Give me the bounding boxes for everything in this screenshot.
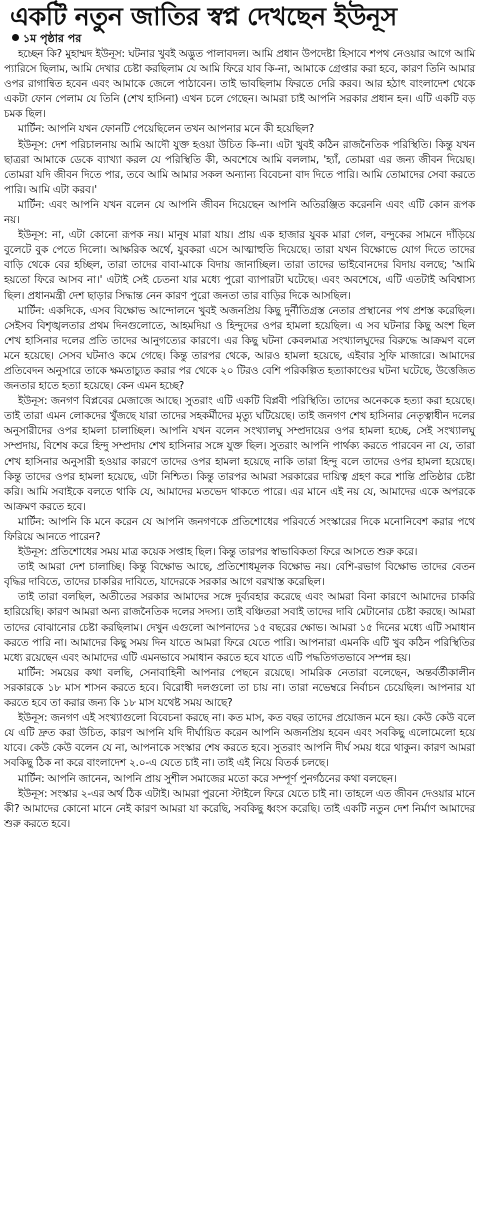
- paragraph: ইউনূস: সংস্কার ২-এর অর্থ ঠিক এটাই। আমরা পুরনো স্টাইলে ফিরে যেতে চাই না। তাহলে এত জীবন দেওয়ার মানে কী? আমাদের কোনো মানে নেই কারণ আমরা যা করেছি, সবকিছু ধ্বংস করেছি। তাই একটি নতুন দেশ নির্মাণ আমাদের শুরু করতে হবে।: [4, 787, 475, 830]
- paragraph: তাই আমরা দেশ চালাচ্ছি। কিন্তু বিক্ষোভ আছে, প্রতিশোধমূলক বিক্ষোভ নয়। বেশি-রভাগ বিক্ষোভ তাদের বেতন বৃদ্ধির দাবিতে, তাদের চাকরির দাবিতে, যাদেরকে সরকার আগে বরখাস্ত করেছিল।: [4, 561, 475, 589]
- paragraph: ইউনূস: দেশ পরিচালনায় আমি আদৌ যুক্ত হওয়া উচিত কি-না। এটা খুবই কঠিন রাজনৈতিক পরিস্থিতি। কিন্তু যখন ছাত্ররা আমাকে ডেকে ব্যাখ্যা করল যে পরিস্থিতি কী, অবশেষে আমি বললাম, 'হ্যাঁ, তোমরা এর জন্য জীবন দিয়েছ। তোমরা যদি জীবন দিতে পার, তবে আমি আমার সকল অন্যান্য বিবেচনা বাদ দিতে পারি। আমি তোমাদের সেবা করতে পারি। আমি এটা করব।': [4, 138, 475, 196]
- paragraph: ইউনূস: জনগণ এই সংখ্যাগুলো বিবেচনা করছে না। কত মাস, কত বছর তাদের প্রয়োজন মনে হয়। কেউ কেউ বলে যে এটি দ্রুত করা উচিত, কারণ আপনি যদি দীর্ঘায়িত করেন আপনি অজনপ্রিয় হবেন এবং সবকিছু এলোমেলো হয়ে যাবে। কেউ কেউ বলেন যে না, আপনাকে সংস্কার শেষ করতে হবে। সুতরাং আপনি দীর্ঘ সময় ধরে থাকুন। কারণ আমরা সবকিছু ঠিক না করে বাংলাদেশ ২.০-এ যেতে চাই না। তাই এই নিয়ে বিতর্ক চলছে।: [4, 712, 475, 770]
- paragraph: মার্টিন: সময়ের কথা বলছি, সেনাবাহিনী আপনার পেছনে রয়েছে। সামরিক নেতারা বলেছেন, অন্তর্বর্তীকালীন সরকারকে ১৮ মাস শাসন করতে হবে। বিরোধী দলগুলো তা চায় না। তারা নভেম্বরে নির্বাচন চেয়েছিল। আপনার যা করতে হবে তা করার জন্য কি ১৮ মাস যথেষ্ট সময় আছে?: [4, 666, 475, 710]
- paragraph: ইউনূস: জনগণ বিপ্লবের মেজাজে আছে। সুতরাং এটি একটি বিপ্লবী পরিস্থিতি। তাদের অনেককে হত্যা করা হয়েছে। তাই তারা এমন লোকদের খুঁজছে যারা তাদের সহকর্মীদের মৃত্যু ঘটিয়েছে। তাই জনগণ শেখ হাসিনার নেতৃত্বাধীন দলের অনুসারীদের ওপর হামলা চালাচ্ছিল। আপনি যখন বলেন সংখ্যালঘু সম্প্রদায়ের ওপর হামলা হচ্ছে, সেই সংখ্যালঘু সম্প্রদায়, বিশেষ করে হিন্দু সম্প্রদায় শেখ হাসিনার সঙ্গে যুক্ত ছিল। সুতরাং আপনি পার্থক্য করতে পারবেন না যে, তারা শেখ হাসিনার অনুসারী হওয়ার কারণে তাদের ওপর হামলা হয়েছে নাকি তারা হিন্দু বলে তাদের ওপর হামলা হয়েছে। কিন্তু তাদের ওপর হামলা হয়েছে, এটা নিশ্চিত। কিন্তু তারপর আমরা সরকারের দায়িত্ব গ্রহণ করে শান্তি প্রতিষ্ঠার চেষ্টা করি। আমি সবাইকে বলতে থাকি যে, আমাদের মতভেদ থাকতে পারে। এর মানে এই নয় যে, আমাদের একে অপরকে আক্রমণ করতে হবে।: [4, 395, 475, 513]
- paragraph: হচ্ছেন কি? মুহাম্মদ ইউনূস: ঘটনার খুবই অদ্ভুত পালাবদল। আমি প্রধান উপদেষ্টা হিসাবে শপথ নেওয়ার আগে আমি প্যারিসে ছিলাম, আমি দেখার চেষ্টা করছিলাম যে আমি ফিরে যাব কি-না, আমাকে গ্রেপ্তার করা হবে, কারণ তিনি আমার ওপর রাগান্বিত হবেন এবং আমাকে জেলে পাঠাবেন। তাই ভাবছিলাম ফিরতে দেরি করব। আর হঠাৎ বাংলাদেশ থেকে একটা ফোন পেলাম যে তিনি (শেখ হাসিনা) এখন চলে গেছেন। আমরা চাই আপনি সরকার প্রধান হন। এটি একটি বড় চমক ছিল।: [4, 48, 475, 121]
- continuation-label: ১ম পৃষ্ঠার পর: [23, 32, 82, 45]
- paragraph: তাই তারা বলছিল, অতীতের সরকার আমাদের সঙ্গে দুর্ব্যবহার করেছে এবং আমরা বিনা কারণে আমাদের চাকরি হারিয়েছি। কারণ আমরা অন্য রাজনৈতিক দলের সদস্য। তাই বঞ্চিতরা সবাই তাদের দাবি মেটানোর চেষ্টা করছে। আমরা তাদের বোঝানোর চেষ্টা করছিলাম। দেখুন এগুলো আপনাদের ১৫ বছরের ক্ষোভ। আমরা ১৫ দিনের মধ্যে এটি সমাধান করতে পারি না। আমাদের কিছু সময় দিন যাতে আমরা ফিরে যেতে পারি। আপনারা এমনকি এটি খুব কঠিন পরিস্থিতির মধ্যে রয়েছেন এবং আমাদের এটি এমনভাবে সমাধান করতে হবে যাতে এটি পদ্ধতিগতভাবে সম্পন্ন হয়।: [4, 591, 475, 664]
- continuation-note: [12, 32, 475, 46]
- bullet-icon: [12, 34, 19, 41]
- paragraph: মার্টিন: আপনি কি মনে করেন যে আপনি জনগণকে প্রতিশোধের পরিবর্তে সংস্কারের দিকে মনোনিবেশ করার পথে ফিরিয়ে আনতে পারেন?: [4, 515, 475, 543]
- paragraph: মার্টিন: একদিকে, এসব বিক্ষোভ আন্দোলনে খুবই অজনপ্রিয় কিছু দুর্নীতিগ্রস্ত নেতার প্রস্থানের পথ প্রশস্ত করেছিল। সেইসব বিশৃঙ্খলতার প্রথম দিনগুলোতে, আহমদিয়া ও হিন্দুদের ওপর হামলা হয়েছিল। এ সব ঘটনার কিছু অংশ ছিল শেখ হাসিনার দলের প্রতি তাদের আনুগত্যের কারণে। এর কিছু ঘটনা কেবলমাত্র সংখ্যালঘুদের বিরুদ্ধে আক্রমণ বলে মনে হয়েছে। সেসব ঘটনাও কমে গেছে। কিন্তু তারপর থেকে, আরও হামলা হয়েছে, এইবার সুফি মাজারে। আমাদের প্রতিবেদন অনুসারে তাকে ক্ষমতাচ্যুত করার পর থেকে ২০ টিরও বেশি পরিকল্পিত হত্যাকাণ্ডের ঘটনা ঘটেছে, উত্তেজিত জনতার হাতে হত্যা হয়েছে। কেন এমন হচ্ছে?: [4, 304, 475, 393]
- paragraph: মার্টিন: এবং আপনি যখন বলেন যে আপনি জীবন দিয়েছেন আপনি অতিরঞ্জিত করেননি এবং এটি কোন রূপক নয়।: [4, 198, 475, 227]
- paragraph: ইউনূস: প্রতিশোধের সময় মাত্র কয়েক সপ্তাহ ছিল। কিন্তু তারপর স্বাভাবিকতা ফিরে আসতে শুরু করে।: [18, 546, 418, 559]
- paragraph: মার্টিন: আপনি জানেন, আপনি প্রায় সুশীল সমাজের মতো করে সম্পূর্ণ পুনর্গঠনের কথা বলছেন।: [18, 772, 397, 785]
- headline: একটি নতুন জাতির স্বপ্ন দেখছেন ইউনূস: [10, 2, 397, 31]
- article-body: [4, 47, 475, 832]
- paragraph: ইউনূস: না, এটা কোনো রূপক নয়। মানুষ মারা যায়। প্রায় এক হাজার যুবক মারা গেল, বন্দুকের সামনে দাঁড়িয়ে বুলেটে বুক পেতে দিলো। আক্ষরিক অর্থে, যুবকরা এসে আত্মাহুতি দিয়েছে। তারা যখন বিক্ষোভে যোগ দিতে তাদের বাড়ি থেকে বের হচ্ছিল, তারা তাদের বাবা-মাকে বিদায় জানাচ্ছিল। তারা তাদের ভাইবোনদের বিদায় বলছে; 'আমি হয়তো ফিরে আসব না।' এটাই সেই চেতনা যার মধ্যে পুরো ব্যাপারটা ঘটেছে। এবং অবশেষে, এটি এতটাই অবিশ্বাস্য ছিল। প্রধানমন্ত্রী দেশ ছাড়ার সিদ্ধান্ত নেন কারণ পুরো জনতা তার বাড়ির দিকে আসছিল।: [4, 229, 475, 302]
- paragraph: মার্টিন: আপনি যখন ফোনটি পেয়েছিলেন তখন আপনার মনে কী হয়েছিল?: [18, 123, 315, 136]
